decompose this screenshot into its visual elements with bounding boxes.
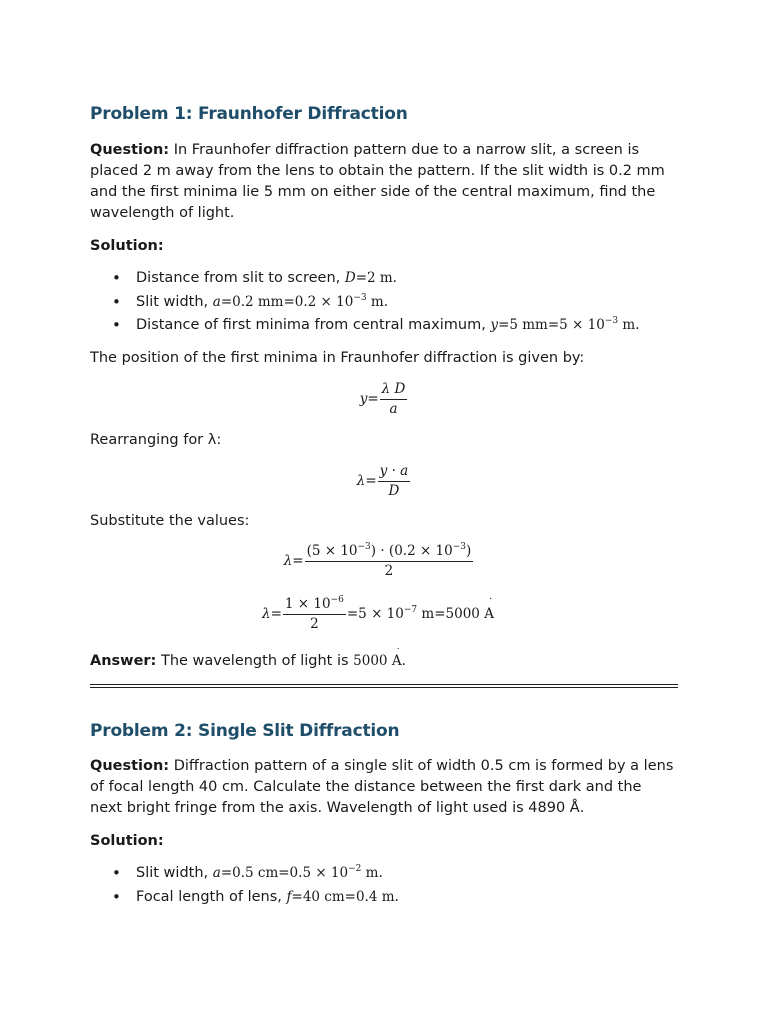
equation-result: λ= $\frac{1 \times 10^{-6}}{2}$ $=5 \times 10^{-7}$ m=5000 . A <box>84 596 672 632</box>
problem2-title: Problem 2: Single Slit Diffraction <box>90 721 400 741</box>
equation-position: y= $\frac{\text{λ D}}{a}$ <box>359 381 406 417</box>
list-item: • Slit width, a=0.2 $mm=0.2 \times 10^{-3}$ m. <box>90 291 678 315</box>
list-item: • Distance of first minima from central maximum, y=5 $mm=5 \times 10^{-3}$ m. <box>90 314 678 338</box>
question-text: In Fraunhofer diffraction pattern due to a narrow slit, a screen is placed 2 m away from the lens to obtain the pattern. If the slit width is 0.2 mm and the first minima lie 5 mm on either side of the central maximum, find the wavelength of light. <box>90 142 665 221</box>
problem2-given-list <box>90 862 678 909</box>
position-text: The position of the first minima in Fraunhofer diffraction is given by: <box>90 350 585 366</box>
list-item: • Focal length of lens, f=40 cm=0.4 m. <box>90 886 678 910</box>
equation-wavelength: λ= $\frac{y \cdot a}{D}$ <box>356 463 409 499</box>
question-label: Question: <box>90 142 170 158</box>
problem1-answer: Answer: The wavelength of light is 5000 . A. <box>90 651 678 672</box>
rearranging-text: Rearranging for λ: <box>90 432 222 448</box>
problem2-solution-label: Solution: <box>90 833 164 849</box>
question-text: Diffraction pattern of a single slit of width 0.5 cm is formed by a lens of focal length 40 cm. Calculate the distance between the first dark and the next bright fringe from the axis. Wavelength of light used is 4890 Å. <box>90 758 674 816</box>
problem1-title: Problem 1: Fraunhofer Diffraction <box>90 104 408 124</box>
list-item: • Distance from slit to screen, D=2 m. <box>90 267 678 291</box>
problem1-solution-label: Solution: <box>90 238 164 254</box>
substitute-text: Substitute the values: <box>90 513 250 529</box>
problem1-question <box>90 140 678 224</box>
section-divider <box>90 684 678 688</box>
problem2-question <box>90 756 678 819</box>
problem1-given-list <box>90 267 678 338</box>
answer-label: Answer: <box>90 653 157 669</box>
question-label: Question: <box>90 758 170 774</box>
equation-substitution: λ= $\frac{(5 \times 10^{-3}) \cdot (0.2 \times 10^{-3})}{2}$ <box>283 542 472 579</box>
list-item: • Slit width, a=0.5 $cm=0.5 \times 10^{-2}$ m. <box>90 862 678 886</box>
